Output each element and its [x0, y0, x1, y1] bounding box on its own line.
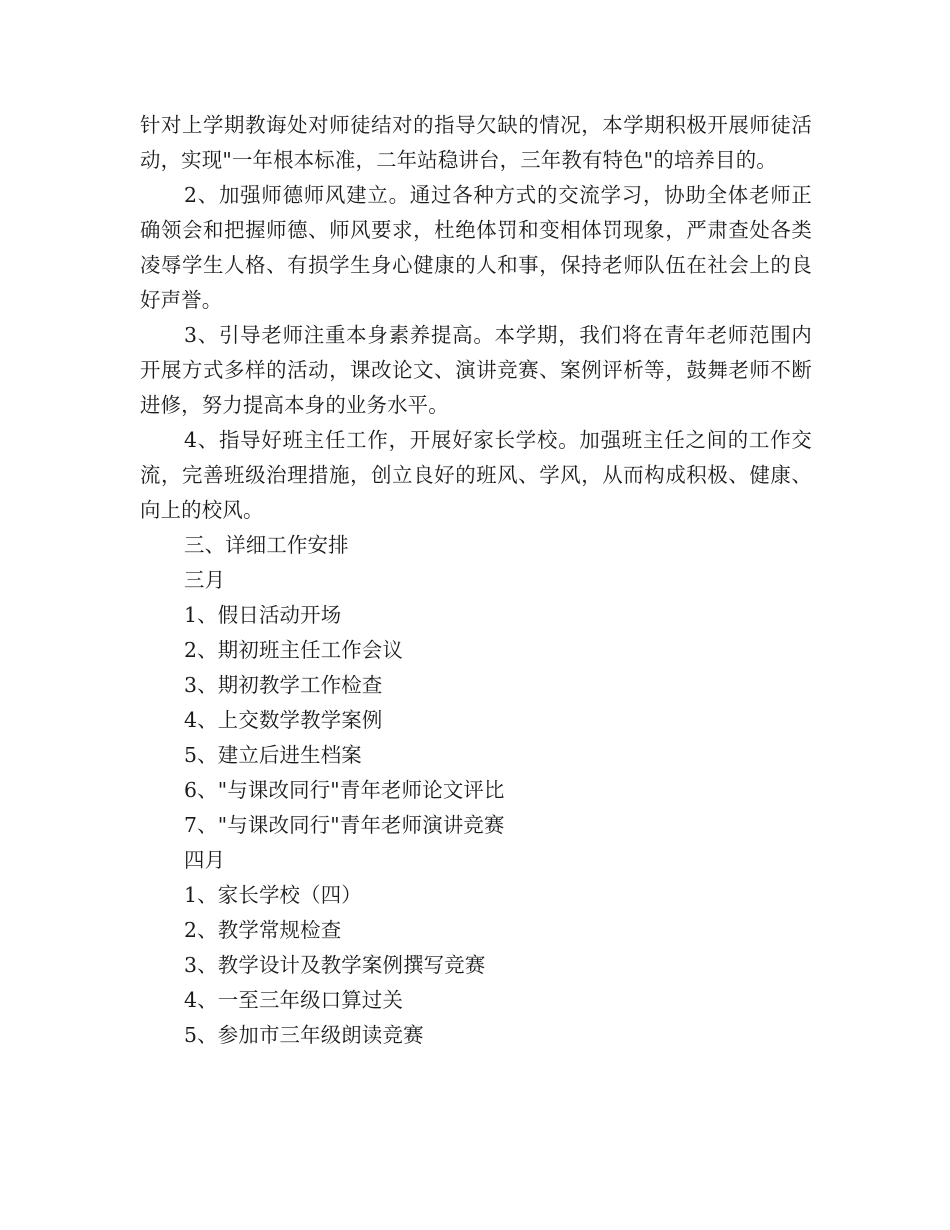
paragraph-item-2: 2、加强师德师风建立。通过各种方式的交流学习，协助全体老师正确领会和把握师德、师风要求，杜绝体罚和变相体罚现象，严肃查处各类凌辱学生人格、有损学生身心健康的人和事，保持老师队伍在社会上的良好声誉。	[140, 183, 812, 312]
list-item: 3、教学设计及教学案例撰写竞赛	[184, 953, 486, 977]
paragraph-intro: 针对上学期教诲处对师徒结对的指导欠缺的情况，本学期积极开展师徒活动，实现"一年根本标准，二年站稳讲台，三年教有特色"的培养目的。	[140, 113, 812, 172]
month-title-march: 三月	[184, 568, 226, 592]
list-item: 5、参加市三年级朗读竞赛	[184, 1023, 424, 1047]
paragraph-item-4: 4、指导好班主任工作，开展好家长学校。加强班主任之间的工作交流，完善班级治理措施，创立良好的班风、学风，从而构成积极、健康、向上的校风。	[140, 428, 812, 522]
list-item: 5、建立后进生档案	[184, 743, 362, 767]
month-title-april: 四月	[184, 848, 226, 872]
list-item: 1、家长学校（四）	[184, 883, 362, 907]
list-item: 1、假日活动开场	[184, 603, 342, 627]
list-item: 2、教学常规检查	[184, 918, 342, 942]
list-item: 4、上交数学教学案例	[184, 708, 383, 732]
list-item: 6、"与课改同行"青年老师论文评比	[184, 778, 505, 802]
list-item: 3、期初教学工作检查	[184, 673, 383, 697]
list-item: 7、"与课改同行"青年老师演讲竞赛	[184, 813, 505, 837]
list-item: 4、一至三年级口算过关	[184, 988, 404, 1012]
document-body	[140, 108, 812, 1053]
paragraph-item-3: 3、引导老师注重本身素养提高。本学期，我们将在青年老师范围内开展方式多样的活动，课改论文、演讲竞赛、案例评析等，鼓舞老师不断进修，努力提高本身的业务水平。	[140, 323, 812, 417]
list-item: 2、期初班主任工作会议	[184, 638, 404, 662]
section-heading: 三、详细工作安排	[184, 533, 349, 557]
